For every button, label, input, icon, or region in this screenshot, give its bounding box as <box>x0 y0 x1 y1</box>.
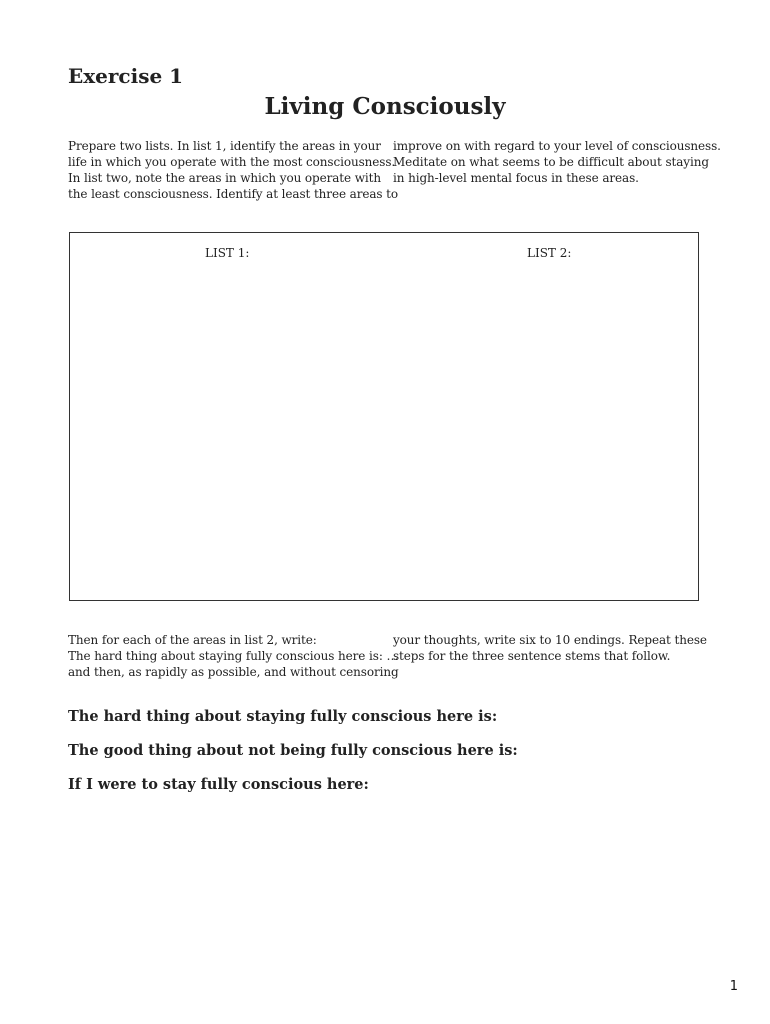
followup-right-column <box>393 632 707 664</box>
page-number: 1 <box>729 979 738 994</box>
followup-line: The hard thing about staying fully conscious here is: … <box>68 649 399 663</box>
followup-line: your thoughts, write six to 10 endings. Repeat these <box>393 633 707 647</box>
followup-line: steps for the three sentence stems that follow. <box>393 649 671 663</box>
list-2-label: LIST 2: <box>527 246 572 260</box>
intro-right-column <box>393 138 721 186</box>
sentence-stem: The hard thing about staying fully conscious here is: <box>68 708 498 725</box>
lists-writing-box[interactable] <box>69 232 699 601</box>
intro-left-column <box>68 138 398 202</box>
intro-line: In list two, note the areas in which you operate with <box>68 171 382 185</box>
intro-line: Meditate on what seems to be difficult about staying <box>393 155 709 169</box>
sentence-stem: The good thing about not being fully conscious here is: <box>68 742 518 759</box>
intro-line: life in which you operate with the most consciousness. <box>68 155 396 169</box>
intro-line: Prepare two lists. In list 1, identify the areas in your <box>68 139 381 153</box>
followup-left-column <box>68 632 399 680</box>
intro-line: the least consciousness. Identify at least three areas to <box>68 187 399 201</box>
page-title: Living Consciously <box>264 93 506 120</box>
sentence-stem: If I were to stay fully conscious here: <box>68 776 369 793</box>
intro-line: in high-level mental focus in these areas. <box>393 171 639 185</box>
exercise-label: Exercise 1 <box>68 64 184 88</box>
followup-line: Then for each of the areas in list 2, write: <box>68 633 317 647</box>
followup-line: and then, as rapidly as possible, and without censoring <box>68 665 399 679</box>
intro-line: improve on with regard to your level of consciousness. <box>393 139 721 153</box>
list-1-label: LIST 1: <box>205 246 250 260</box>
